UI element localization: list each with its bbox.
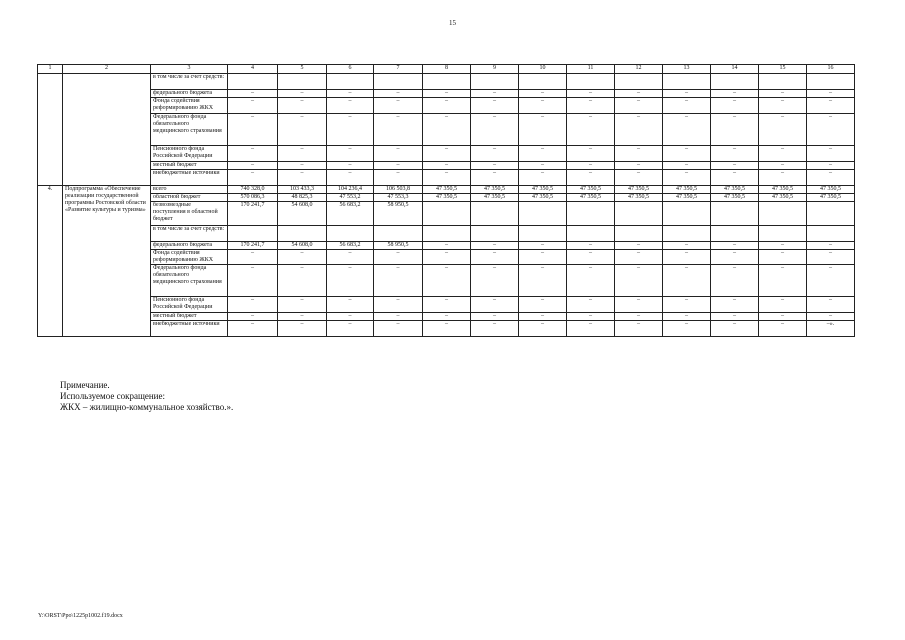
value-cell: – bbox=[711, 265, 759, 297]
value-cell: 740 328,0 bbox=[228, 186, 278, 194]
value-cell: – bbox=[663, 250, 711, 265]
value-cell: – bbox=[711, 242, 759, 250]
value-cell bbox=[711, 202, 759, 226]
table-row bbox=[38, 98, 855, 114]
value-cell: 58 950,5 bbox=[374, 242, 423, 250]
value-cell bbox=[567, 226, 615, 242]
value-cell: – bbox=[519, 98, 567, 114]
funding-source-cell: Федерального фонда обязательного медицинского страхования bbox=[151, 265, 228, 297]
table-row bbox=[38, 242, 855, 250]
table-header-row bbox=[38, 65, 855, 74]
value-cell: – bbox=[423, 98, 471, 114]
value-cell: 54 608,0 bbox=[278, 242, 327, 250]
value-cell: – bbox=[519, 170, 567, 186]
value-cell bbox=[711, 226, 759, 242]
value-cell: – bbox=[423, 265, 471, 297]
table-row bbox=[38, 90, 855, 98]
value-cell: 48 825,3 bbox=[278, 194, 327, 202]
value-cell: – bbox=[615, 114, 663, 146]
funding-source-cell: Федерального фонда обязательного медицинского страхования bbox=[151, 114, 228, 146]
value-cell: – bbox=[278, 250, 327, 265]
row-number-cell bbox=[38, 74, 63, 186]
value-cell: – bbox=[759, 250, 807, 265]
value-cell: 47 350,5 bbox=[423, 194, 471, 202]
table-row bbox=[38, 146, 855, 162]
value-cell: – bbox=[278, 170, 327, 186]
value-cell bbox=[423, 202, 471, 226]
value-cell: 104 236,4 bbox=[327, 186, 374, 194]
value-cell: – bbox=[327, 321, 374, 337]
value-cell: – bbox=[519, 250, 567, 265]
program-name-cell: Подпрограмма «Обеспечение реализации государственной программы Ростовской области «Развитие культуры и туризма» bbox=[63, 186, 151, 337]
table-header-cell: 14 bbox=[711, 65, 759, 74]
value-cell: – bbox=[278, 162, 327, 170]
table-header-cell: 16 bbox=[807, 65, 855, 74]
value-cell bbox=[615, 202, 663, 226]
value-cell bbox=[327, 226, 374, 242]
value-cell: – bbox=[374, 114, 423, 146]
note-block bbox=[60, 380, 233, 413]
value-cell bbox=[663, 226, 711, 242]
value-cell: – bbox=[615, 321, 663, 337]
value-cell: – bbox=[278, 90, 327, 98]
value-cell: – bbox=[423, 297, 471, 313]
value-cell: – bbox=[807, 313, 855, 321]
table-row bbox=[38, 250, 855, 265]
value-cell bbox=[663, 74, 711, 90]
value-cell: – bbox=[228, 114, 278, 146]
table-row bbox=[38, 114, 855, 146]
value-cell bbox=[519, 202, 567, 226]
value-cell: – bbox=[471, 162, 519, 170]
table-row bbox=[38, 321, 855, 337]
value-cell: – bbox=[278, 265, 327, 297]
value-cell: – bbox=[567, 313, 615, 321]
value-cell: – bbox=[327, 297, 374, 313]
value-cell: – bbox=[759, 297, 807, 313]
value-cell: – bbox=[519, 146, 567, 162]
funding-source-cell: местный бюджет bbox=[151, 162, 228, 170]
value-cell: – bbox=[374, 265, 423, 297]
value-cell: – bbox=[228, 265, 278, 297]
value-cell: – bbox=[327, 114, 374, 146]
funding-source-cell: в том числе за счет средств: bbox=[151, 226, 228, 242]
table-header-cell: 2 bbox=[63, 65, 151, 74]
value-cell: 47 350,5 bbox=[423, 186, 471, 194]
value-cell: – bbox=[615, 146, 663, 162]
value-cell: 47 350,5 bbox=[471, 186, 519, 194]
value-cell: – bbox=[567, 170, 615, 186]
table-row bbox=[38, 202, 855, 226]
value-cell: – bbox=[663, 242, 711, 250]
value-cell: – bbox=[711, 162, 759, 170]
table-row bbox=[38, 265, 855, 297]
value-cell: – bbox=[228, 170, 278, 186]
value-cell: – bbox=[807, 297, 855, 313]
value-cell: 47 350,5 bbox=[519, 194, 567, 202]
funding-source-cell: Фонда содействия реформированию ЖКХ bbox=[151, 98, 228, 114]
value-cell: – bbox=[374, 90, 423, 98]
value-cell: – bbox=[471, 250, 519, 265]
value-cell: – bbox=[567, 250, 615, 265]
table-header-cell: 3 bbox=[151, 65, 228, 74]
value-cell: – bbox=[663, 162, 711, 170]
table-row bbox=[38, 170, 855, 186]
value-cell: 103 433,3 bbox=[278, 186, 327, 194]
value-cell bbox=[759, 74, 807, 90]
value-cell: – bbox=[759, 321, 807, 337]
value-cell bbox=[519, 74, 567, 90]
value-cell: – bbox=[615, 265, 663, 297]
value-cell: – bbox=[759, 146, 807, 162]
value-cell bbox=[759, 226, 807, 242]
table-header-cell: 8 bbox=[423, 65, 471, 74]
value-cell: – bbox=[228, 313, 278, 321]
value-cell: 170 241,7 bbox=[228, 242, 278, 250]
value-cell: – bbox=[663, 321, 711, 337]
value-cell: – bbox=[759, 114, 807, 146]
value-cell: – bbox=[471, 98, 519, 114]
value-cell: – bbox=[423, 321, 471, 337]
value-cell: – bbox=[327, 146, 374, 162]
value-cell: 47 350,5 bbox=[615, 194, 663, 202]
funding-source-cell: в том числе за счет средств: bbox=[151, 74, 228, 90]
funding-source-cell: безвозмездные поступления в областной бюджет bbox=[151, 202, 228, 226]
value-cell: – bbox=[567, 90, 615, 98]
value-cell: – bbox=[278, 146, 327, 162]
note-abbrev-definition: ЖКХ – жилищно-коммунальное хозяйство.». bbox=[60, 402, 234, 412]
value-cell bbox=[807, 202, 855, 226]
value-cell bbox=[471, 226, 519, 242]
value-cell: – bbox=[615, 313, 663, 321]
value-cell: – bbox=[711, 98, 759, 114]
value-cell: 47 350,5 bbox=[759, 186, 807, 194]
value-cell bbox=[615, 74, 663, 90]
funding-source-cell: областной бюджет bbox=[151, 194, 228, 202]
value-cell: – bbox=[228, 162, 278, 170]
value-cell: – bbox=[228, 146, 278, 162]
value-cell: – bbox=[423, 242, 471, 250]
note-title: Примечание. bbox=[60, 380, 110, 390]
value-cell: – bbox=[615, 98, 663, 114]
value-cell: – bbox=[759, 265, 807, 297]
value-cell: 106 503,8 bbox=[374, 186, 423, 194]
value-cell: – bbox=[471, 297, 519, 313]
value-cell: – bbox=[615, 250, 663, 265]
value-cell: – bbox=[759, 162, 807, 170]
value-cell: – bbox=[423, 250, 471, 265]
value-cell: – bbox=[759, 313, 807, 321]
table-header-cell: 10 bbox=[519, 65, 567, 74]
value-cell: – bbox=[663, 265, 711, 297]
value-cell bbox=[228, 74, 278, 90]
value-cell: – bbox=[759, 242, 807, 250]
value-cell: – bbox=[327, 265, 374, 297]
value-cell: – bbox=[807, 250, 855, 265]
value-cell: – bbox=[519, 242, 567, 250]
value-cell: – bbox=[663, 170, 711, 186]
value-cell: – bbox=[615, 170, 663, 186]
funding-source-cell: федерального бюджета bbox=[151, 242, 228, 250]
value-cell: – bbox=[759, 90, 807, 98]
table-header-cell: 5 bbox=[278, 65, 327, 74]
value-cell: – bbox=[759, 98, 807, 114]
value-cell: – bbox=[711, 114, 759, 146]
value-cell: – bbox=[615, 297, 663, 313]
table-row bbox=[38, 313, 855, 321]
value-cell: – bbox=[278, 98, 327, 114]
funding-source-cell: Пенсионного фонда Российской Федерации bbox=[151, 297, 228, 313]
value-cell: – bbox=[663, 297, 711, 313]
value-cell: – bbox=[278, 114, 327, 146]
value-cell: – bbox=[423, 114, 471, 146]
value-cell: – bbox=[327, 250, 374, 265]
value-cell: – bbox=[519, 162, 567, 170]
value-cell: – bbox=[807, 114, 855, 146]
value-cell: – bbox=[374, 297, 423, 313]
value-cell: – bbox=[615, 162, 663, 170]
value-cell: – bbox=[471, 170, 519, 186]
value-cell: – bbox=[807, 170, 855, 186]
value-cell: – bbox=[663, 146, 711, 162]
value-cell: – bbox=[374, 98, 423, 114]
value-cell: – bbox=[519, 265, 567, 297]
value-cell: 54 608,0 bbox=[278, 202, 327, 226]
value-cell: 170 241,7 bbox=[228, 202, 278, 226]
value-cell bbox=[471, 202, 519, 226]
value-cell: – bbox=[327, 170, 374, 186]
value-cell: – bbox=[807, 162, 855, 170]
value-cell: – bbox=[278, 297, 327, 313]
table-header-cell: 6 bbox=[327, 65, 374, 74]
value-cell: – bbox=[471, 242, 519, 250]
value-cell: 58 950,5 bbox=[374, 202, 423, 226]
value-cell bbox=[423, 74, 471, 90]
value-cell: – bbox=[567, 242, 615, 250]
value-cell: 47 350,5 bbox=[615, 186, 663, 194]
value-cell: – bbox=[423, 162, 471, 170]
value-cell: – bbox=[374, 250, 423, 265]
value-cell bbox=[807, 226, 855, 242]
value-cell: – bbox=[711, 321, 759, 337]
table-row bbox=[38, 74, 855, 90]
value-cell bbox=[423, 226, 471, 242]
value-cell: 47 553,2 bbox=[327, 194, 374, 202]
value-cell: – bbox=[807, 265, 855, 297]
value-cell: – bbox=[807, 90, 855, 98]
value-cell bbox=[327, 74, 374, 90]
value-cell: 47 350,5 bbox=[663, 186, 711, 194]
value-cell bbox=[228, 226, 278, 242]
value-cell: 47 350,5 bbox=[471, 194, 519, 202]
value-cell: 47 350,5 bbox=[807, 186, 855, 194]
value-cell bbox=[711, 74, 759, 90]
value-cell bbox=[567, 74, 615, 90]
value-cell: – bbox=[567, 321, 615, 337]
value-cell bbox=[471, 74, 519, 90]
value-cell: – bbox=[374, 313, 423, 321]
table-header-cell: 15 bbox=[759, 65, 807, 74]
value-cell: – bbox=[278, 313, 327, 321]
value-cell: – bbox=[423, 90, 471, 98]
value-cell: – bbox=[423, 313, 471, 321]
value-cell: – bbox=[615, 90, 663, 98]
funding-source-cell: федерального бюджета bbox=[151, 90, 228, 98]
table-header-cell: 7 bbox=[374, 65, 423, 74]
funding-source-cell: Фонда содействия реформированию ЖКХ bbox=[151, 250, 228, 265]
value-cell bbox=[807, 74, 855, 90]
value-cell: 47 350,5 bbox=[519, 186, 567, 194]
value-cell: 47 350,5 bbox=[711, 194, 759, 202]
value-cell: 47 553,3 bbox=[374, 194, 423, 202]
value-cell: – bbox=[423, 146, 471, 162]
value-cell: 47 350,5 bbox=[759, 194, 807, 202]
value-cell: – bbox=[567, 114, 615, 146]
value-cell: – bbox=[807, 146, 855, 162]
value-cell: – bbox=[519, 321, 567, 337]
value-cell: – bbox=[374, 162, 423, 170]
value-cell bbox=[663, 202, 711, 226]
value-cell: 56 683,2 bbox=[327, 202, 374, 226]
row-number-cell: 4. bbox=[38, 186, 63, 337]
funding-source-cell: внебюджетные источники bbox=[151, 170, 228, 186]
value-cell: 47 350,5 bbox=[567, 194, 615, 202]
table-header-cell: 12 bbox=[615, 65, 663, 74]
value-cell: – bbox=[327, 162, 374, 170]
value-cell: – bbox=[228, 321, 278, 337]
value-cell: – bbox=[327, 313, 374, 321]
value-cell: – bbox=[374, 146, 423, 162]
value-cell: – bbox=[663, 313, 711, 321]
program-name-cell bbox=[63, 74, 151, 186]
value-cell bbox=[374, 74, 423, 90]
value-cell: – bbox=[711, 146, 759, 162]
value-cell: 47 350,5 bbox=[567, 186, 615, 194]
value-cell: 570 086,3 bbox=[228, 194, 278, 202]
value-cell: – bbox=[759, 170, 807, 186]
table-header-cell: 1 bbox=[38, 65, 63, 74]
value-cell: – bbox=[567, 98, 615, 114]
value-cell: – bbox=[228, 90, 278, 98]
value-cell: 56 683,2 bbox=[327, 242, 374, 250]
value-cell: – bbox=[374, 170, 423, 186]
table-row bbox=[38, 226, 855, 242]
value-cell: – bbox=[327, 98, 374, 114]
table-row bbox=[38, 297, 855, 313]
value-cell: – bbox=[471, 321, 519, 337]
value-cell bbox=[519, 226, 567, 242]
value-cell: – bbox=[807, 242, 855, 250]
value-cell bbox=[759, 202, 807, 226]
page-number: 15 bbox=[449, 19, 456, 27]
value-cell: – bbox=[711, 170, 759, 186]
value-cell: – bbox=[519, 297, 567, 313]
value-cell: – bbox=[228, 98, 278, 114]
value-cell: – bbox=[471, 265, 519, 297]
value-cell: – bbox=[278, 321, 327, 337]
funding-source-cell: всего bbox=[151, 186, 228, 194]
value-cell: 47 350,5 bbox=[663, 194, 711, 202]
value-cell: – bbox=[471, 114, 519, 146]
budget-table bbox=[37, 64, 855, 337]
value-cell: – bbox=[228, 297, 278, 313]
funding-source-cell: местный бюджет bbox=[151, 313, 228, 321]
value-cell: – bbox=[471, 313, 519, 321]
table-row bbox=[38, 194, 855, 202]
value-cell: – bbox=[567, 297, 615, 313]
value-cell: – bbox=[471, 146, 519, 162]
value-cell: – bbox=[567, 265, 615, 297]
value-cell: – bbox=[711, 90, 759, 98]
table-header-cell: 4 bbox=[228, 65, 278, 74]
value-cell bbox=[615, 226, 663, 242]
table-row bbox=[38, 186, 855, 194]
value-cell: – bbox=[807, 98, 855, 114]
value-cell: – bbox=[471, 90, 519, 98]
value-cell: – bbox=[423, 170, 471, 186]
value-cell bbox=[374, 226, 423, 242]
value-cell: – bbox=[615, 242, 663, 250]
value-cell: – bbox=[374, 321, 423, 337]
value-cell: –». bbox=[807, 321, 855, 337]
value-cell: – bbox=[228, 250, 278, 265]
value-cell: – bbox=[663, 98, 711, 114]
value-cell: – bbox=[567, 146, 615, 162]
file-path: Y:\ORST\Ppo\1225p1002.f19.docx bbox=[38, 613, 123, 619]
table-header-cell: 9 bbox=[471, 65, 519, 74]
value-cell: 47 350,5 bbox=[807, 194, 855, 202]
table-row bbox=[38, 162, 855, 170]
value-cell: – bbox=[711, 297, 759, 313]
value-cell: – bbox=[711, 313, 759, 321]
value-cell: – bbox=[663, 114, 711, 146]
value-cell: – bbox=[663, 90, 711, 98]
value-cell bbox=[278, 226, 327, 242]
funding-source-cell: внебюджетные источники bbox=[151, 321, 228, 337]
value-cell bbox=[567, 202, 615, 226]
value-cell: – bbox=[519, 313, 567, 321]
value-cell: – bbox=[519, 114, 567, 146]
value-cell: – bbox=[567, 162, 615, 170]
value-cell: – bbox=[327, 90, 374, 98]
funding-source-cell: Пенсионного фонда Российской Федерации bbox=[151, 146, 228, 162]
value-cell: – bbox=[519, 90, 567, 98]
note-abbrev-intro: Используемое сокращение: bbox=[60, 391, 165, 401]
value-cell: 47 350,5 bbox=[711, 186, 759, 194]
table-header-cell: 13 bbox=[663, 65, 711, 74]
value-cell bbox=[278, 74, 327, 90]
value-cell: – bbox=[711, 250, 759, 265]
table-header-cell: 11 bbox=[567, 65, 615, 74]
